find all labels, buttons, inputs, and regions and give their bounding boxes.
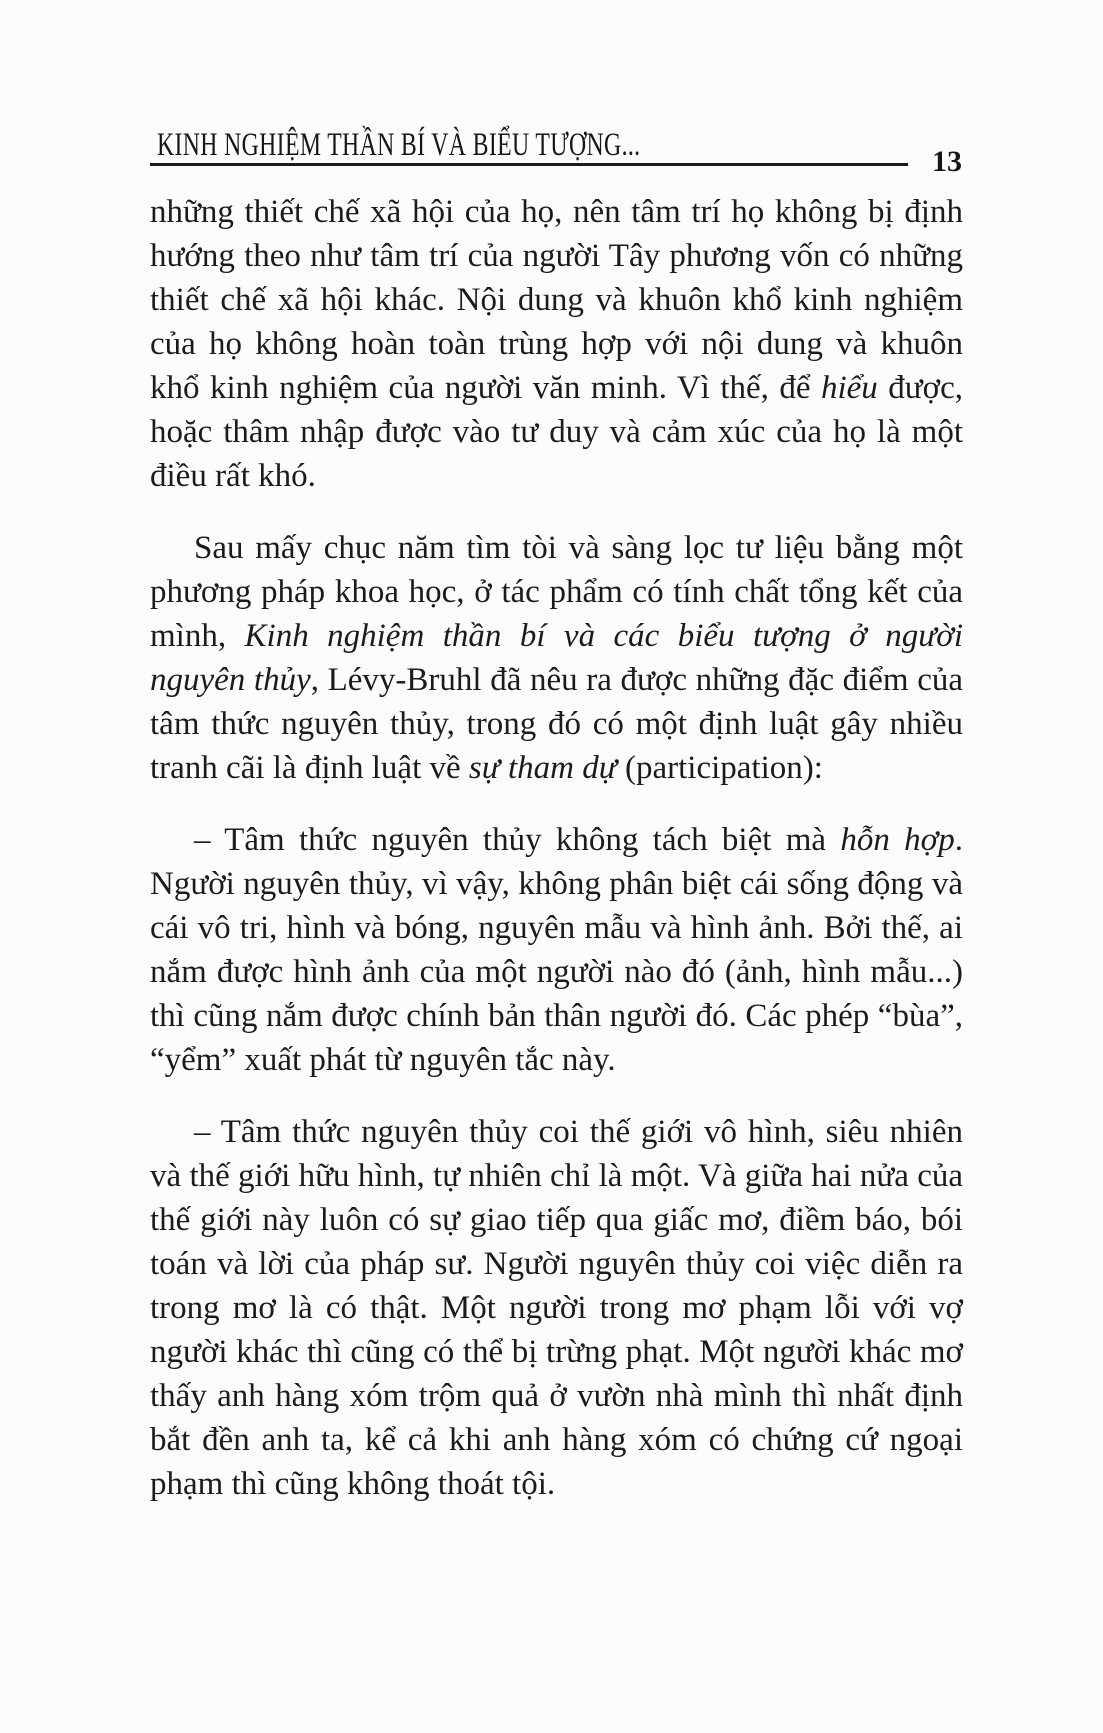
text-segment: – Tâm thức nguyên thủy không tách biệt mà (194, 822, 841, 858)
paragraph-dash-item (150, 1110, 963, 1506)
text-segment-italic: sự tham dự (468, 750, 617, 786)
text-segment-italic: hiểu (820, 370, 878, 406)
page-number: 13 (932, 145, 962, 178)
body-text (150, 190, 963, 1506)
paragraph-continuation (150, 190, 963, 498)
text-segment: (participation): (616, 750, 823, 786)
text-segment: những thiết chế xã hội của họ, nên tâm trí họ không bị định hướng theo như tâm trí của người Tây phương vốn có những thiết chế xã hội khác. Nội dung và khuôn khổ kinh nghiệm của họ không hoàn toàn trùng hợp với nội dung và khuôn khổ kinh nghiệm của người văn minh. Vì thế, để (150, 194, 963, 406)
running-head-rule (150, 163, 908, 166)
text-segment-italic: hỗn hợp (840, 822, 955, 858)
text-segment: – Tâm thức nguyên thủy coi thế giới vô hình, siêu nhiên và thế giới hữu hình, tự nhiên chỉ là một. Và giữa hai nửa của thế giới này luôn có sự giao tiếp qua giấc mơ, điềm báo, bói toán và lời của pháp sư. Người nguyên thủy coi việc diễn ra trong mơ là có thật. Một người trong mơ phạm lỗi với vợ người khác thì cũng có thể bị trừng phạt. Một người khác mơ thấy anh hàng xóm trộm quả ở vườn nhà mình thì nhất định bắt đền anh ta, kể cả khi anh hàng xóm có chứng cứ ngoại phạm thì cũng không thoát tội. (150, 1114, 963, 1502)
paragraph (150, 526, 963, 790)
running-head-title: KINH NGHIỆM THẦN BÍ VÀ BIỂU TƯỢNG... (157, 127, 641, 163)
text-segment: , Lévy-Bruhl đã nêu ra được những đặc điểm của tâm thức nguyên thủy, trong đó có một định luật gây nhiều tranh cãi là định luật về (150, 662, 964, 786)
text-segment: được, hoặc thâm nhập được vào tư duy và cảm xúc của họ là một điều rất khó. (150, 370, 963, 494)
text-segment: . Người nguyên thủy, vì vậy, không phân biệt cái sống động và cái vô tri, hình và bóng, nguyên mẫu và hình ảnh. Bởi thế, ai nắm được hình ảnh của một người nào đó (ảnh, hình mẫu...) thì cũng nắm được chính bản thân người đó. Các phép “bùa”, “yểm” xuất phát từ nguyên tắc này. (150, 822, 963, 1078)
paragraph-dash-item (150, 818, 963, 1082)
text-segment-italic-book-title: Kinh nghiệm thần bí và các biểu tượng ở người nguyên thủy (150, 618, 964, 698)
text-segment: Sau mấy chục năm tìm tòi và sàng lọc tư liệu bằng một phương pháp khoa học, ở tác phẩm có tính chất tổng kết của mình, (150, 530, 963, 654)
